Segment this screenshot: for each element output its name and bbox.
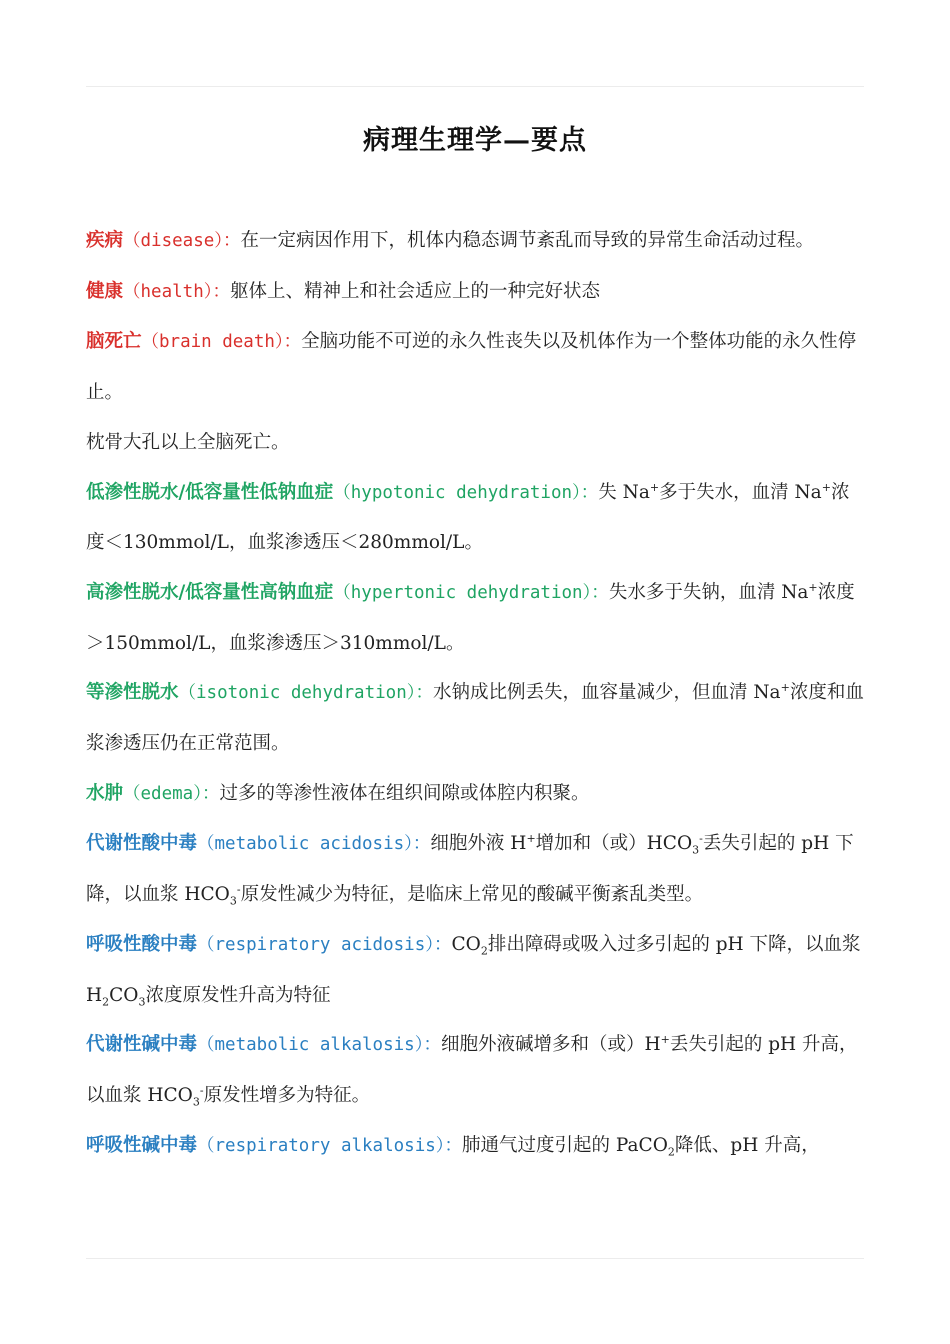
entry-respiratory-acidosis — [86, 920, 866, 1020]
entry-health — [86, 267, 866, 318]
entry-brain-death — [86, 317, 866, 417]
definition: 细胞外液碱增多和（或）H+丢失引起的 pH 升高，以血浆 $HCO_3^-$原发性增多为特征。 — [86, 1033, 858, 1109]
note-text: 枕骨大孔以上全脑死亡。 — [86, 431, 290, 453]
entry-disease — [86, 216, 866, 267]
definition: 水钠成比例丢失，血容量减少，但血清 Na+浓度和血浆渗透压仍在正常范围。 — [86, 681, 864, 755]
definition: 在一定病因作用下，机体内稳态调节紊乱而导致的异常生命活动过程。 — [240, 230, 815, 251]
term-label: 代谢性碱中毒（metabolic alkalosis）： — [86, 1034, 441, 1056]
entry-hypertonic-dehydration — [86, 568, 866, 668]
entry-isotonic-dehydration — [86, 668, 866, 768]
definition: 失水多于失钠，血清 Na+浓度＞150mmol/L，血浆渗透压＞310mmol/L。 — [86, 580, 855, 654]
term-label: 高渗性脱水/低容量性高钠血症（hypertonic dehydration）： — [86, 581, 609, 603]
entry-hypotonic-dehydration — [86, 468, 866, 568]
entry-respiratory-alkalosis — [86, 1121, 866, 1172]
entry-metabolic-acidosis — [86, 819, 866, 919]
term-label: 等渗性脱水（isotonic dehydration）： — [86, 682, 433, 704]
definition: 过多的等渗性液体在组织间隙或体腔内积聚。 — [219, 782, 590, 804]
definition: 肺通气过度引起的 PaCO$_2$降低、pH 升高， — [462, 1134, 820, 1159]
term-label: 脑死亡（brain death）： — [86, 331, 302, 353]
definition: 失 Na+多于失水，血清 Na+浓度＜130mmol/L，血浆渗透压＜280mmol/L。 — [86, 480, 850, 554]
definition: 细胞外液 H+增加和（或）$HCO_3^-$丢失引起的 pH 下降，以血浆 $HCO_3^-$原发性减少为特征，是临床上常见的酸碱平衡紊乱类型。 — [86, 832, 854, 908]
term-label: 低渗性脱水/低容量性低钠血症（hypotonic dehydration）： — [86, 481, 599, 503]
top-divider — [86, 86, 864, 87]
bottom-divider — [86, 1258, 864, 1259]
term-label: 代谢性酸中毒（metabolic acidosis）： — [86, 833, 431, 855]
term-label: 呼吸性碱中毒（respiratory alkalosis）： — [86, 1134, 463, 1156]
term-label: 水肿（edema）： — [86, 782, 220, 804]
term-label: 呼吸性酸中毒（respiratory acidosis）： — [86, 933, 452, 955]
entry-edema — [86, 769, 866, 820]
term-label: 疾病（disease）： — [86, 230, 241, 251]
entry-note — [86, 418, 866, 468]
definition: $CO_2$排出障碍或吸入过多引起的 pH 下降，以血浆 $H_2CO_3$浓度原发性升高为特征 — [86, 933, 861, 1009]
entry-metabolic-alkalosis — [86, 1020, 866, 1120]
definition: 躯体上、精神上和社会适应上的一种完好状态 — [229, 280, 600, 302]
definition: 全脑功能不可逆的永久性丧失以及机体作为一个整体功能的永久性停止。 — [86, 331, 857, 404]
term-label: 健康（health）： — [86, 280, 230, 302]
content-body — [86, 216, 866, 1171]
page-title: 病理生理学—要点 — [363, 125, 587, 156]
